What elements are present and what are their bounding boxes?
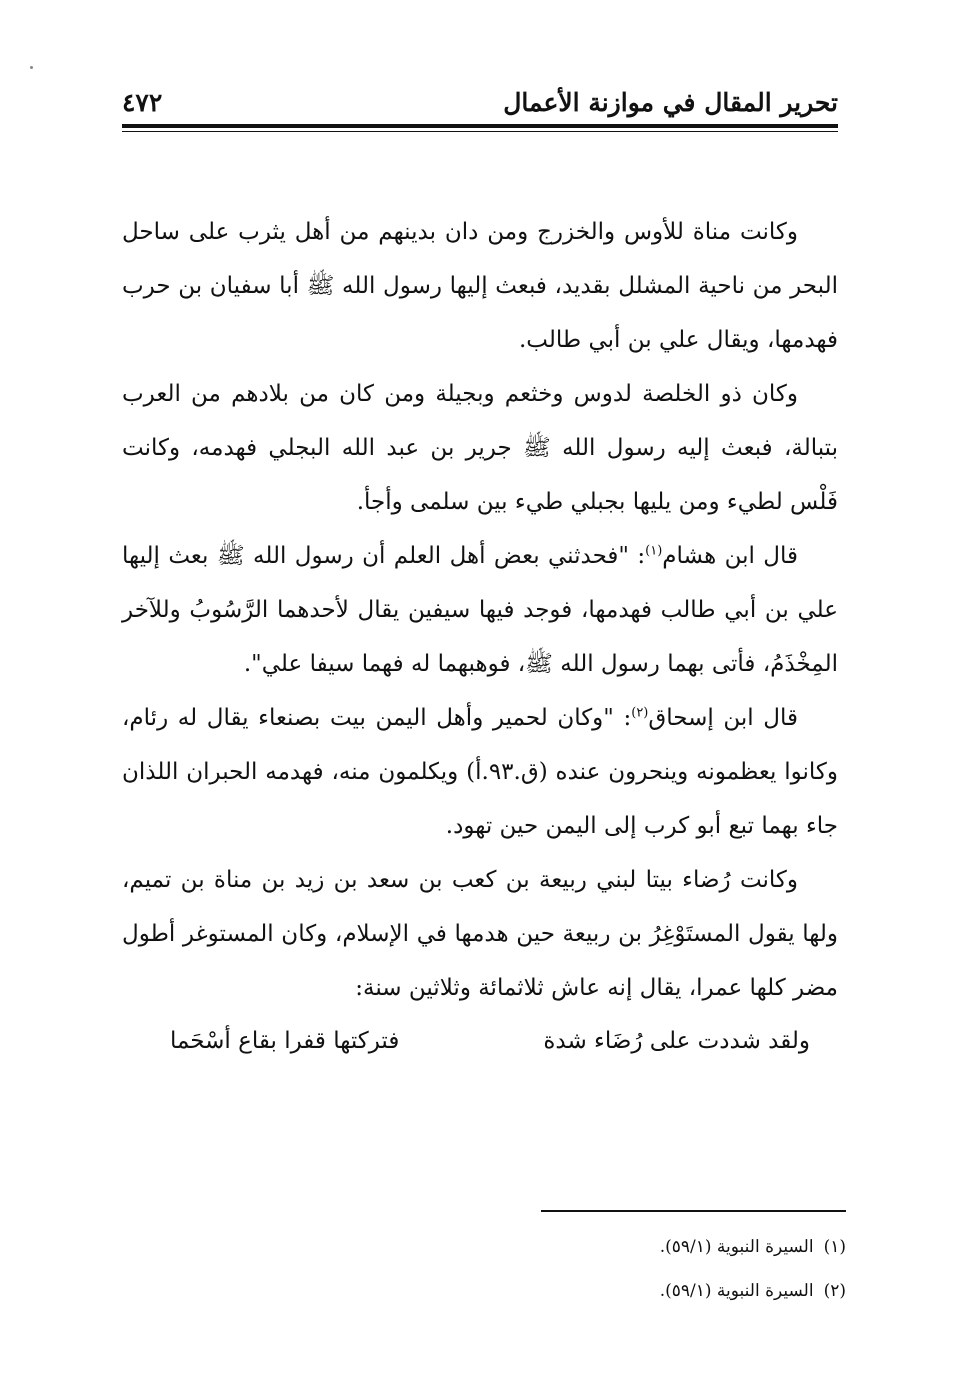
footnote-number: (٢) (823, 1281, 846, 1301)
paragraph (122, 529, 838, 691)
paragraph-text: قال ابن إسحاق (648, 705, 798, 731)
header-title: تحرير المقال في موازنة الأعمال (503, 88, 838, 117)
paragraph-text: قال ابن هشام (662, 543, 798, 569)
footnote-number: (١) (823, 1237, 846, 1257)
running-header (122, 78, 838, 126)
paragraph: وكانت رُضاء بيتا لبني ربيعة بن كعب بن سعد بن زيد بن مناة بن تميم، ولها يقول المستَوْغِرُ بن ربيعة حين هدمها في الإسلام، وكان المستوغر أطول مضر كلها عمرا، يقال إنه عاش ثلاثمائة وثلاثين سنة: (122, 867, 838, 1001)
verse-second-hemistich: فتركتها قفرا بقاع أسْحَما (170, 1028, 400, 1054)
main-text (122, 205, 838, 1015)
footnote-text: السيرة النبوية (٥٩/١). (659, 1237, 814, 1257)
paragraph: وكانت مناة للأوس والخزرج ومن دان بدينهم من أهل يثرب على ساحل البحر من ناحية المشلل بقديد، فبعث إليها رسول الله ﷺ أبا سفيان بن حرب فهدمها، ويقال علي بن أبي طالب. (122, 219, 838, 353)
footnote-separator (541, 1210, 846, 1212)
verse-first-hemistich: ولقد شددت على رُضَاء شدة (543, 1028, 810, 1054)
footnote (400, 1225, 846, 1269)
footnote-ref: (٢) (631, 705, 649, 721)
poetry-verse (170, 1016, 810, 1066)
paragraph-text: : "فحدثني بعض أهل العلم أن رسول الله ﷺ بعث إليها علي بن أبي طالب فهدمها، فوجد فيها سيفين يقال لأحدهما الرَّسُوبُ وللآخر المِخْذَمُ، فأتى بهما رسول الله ﷺ، فوهبهما له فهما سيفا علي". (122, 543, 838, 677)
page-number: ٤٧٢ (122, 88, 163, 117)
footnotes (400, 1225, 846, 1313)
footnote-ref: (١) (645, 543, 663, 559)
footnote (400, 1269, 846, 1313)
paragraph (122, 691, 838, 853)
paragraph-text: : "وكان لحمير وأهل اليمن بيت بصنعاء يقال له رئام، وكانوا يعظمونه وينحرون عنده (ق.٩٣.أ) ويكلمون منه، فهدمه الحبران اللذان جاء بهما تبع أبو كرب إلى اليمن حين تهود. (122, 705, 838, 839)
header-rule (122, 124, 838, 128)
scan-speck (30, 66, 33, 69)
header-rule-thin (122, 131, 838, 132)
footnote-text: السيرة النبوية (٥٩/١). (659, 1281, 814, 1301)
paragraph: وكان ذو الخلصة لدوس وخثعم وبجيلة ومن كان من بلادهم من العرب بتبالة، فبعث إليه رسول الله ﷺ جرير بن عبد الله البجلي فهدمه، وكانت فَلْس لطيء ومن يليها بجبلي طيء بين سلمى وأجأ. (122, 381, 838, 515)
